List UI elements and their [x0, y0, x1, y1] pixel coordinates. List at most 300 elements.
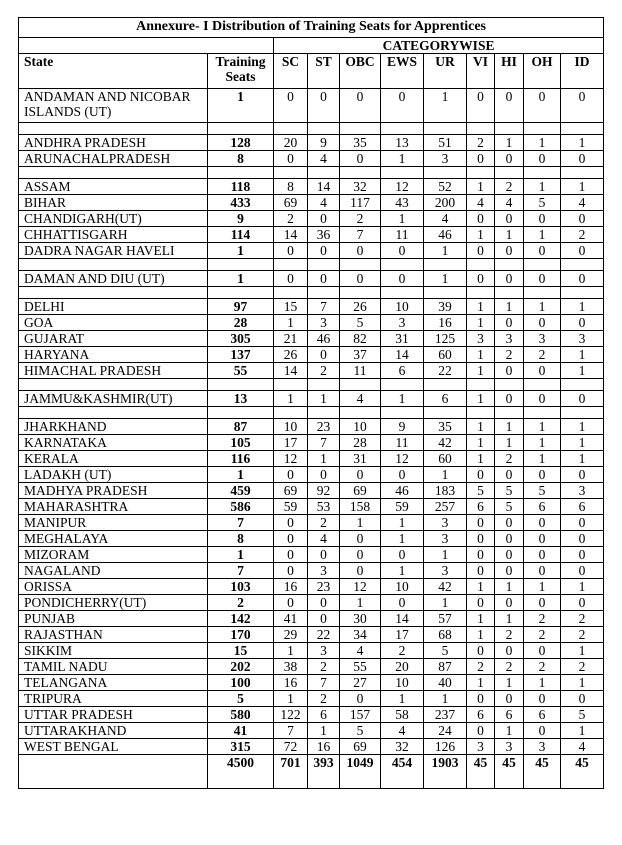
- category-cell: 43: [381, 195, 424, 211]
- category-cell: 87: [424, 659, 467, 675]
- training-seats-cell: 586: [208, 499, 274, 515]
- category-cell: 6: [467, 499, 495, 515]
- spacer-cell: [274, 259, 308, 271]
- spacer-cell: [308, 407, 340, 419]
- category-cell: 1: [524, 579, 561, 595]
- category-cell: 117: [340, 195, 381, 211]
- col-header-obc: OBC: [340, 54, 381, 89]
- category-cell: 0: [495, 271, 524, 287]
- table-row: [19, 89, 604, 123]
- state-name: MEGHALAYA: [19, 531, 208, 547]
- category-cell: 0: [524, 151, 561, 167]
- category-cell: 0: [495, 467, 524, 483]
- category-cell: 42: [424, 579, 467, 595]
- category-cell: 0: [467, 271, 495, 287]
- spacer-cell: [340, 123, 381, 135]
- category-cell: 39: [424, 299, 467, 315]
- category-cell: 1: [561, 723, 604, 739]
- group-spacer-row: [19, 123, 604, 135]
- category-cell: 92: [308, 483, 340, 499]
- category-cell: 126: [424, 739, 467, 755]
- spacer-cell: [340, 407, 381, 419]
- state-name: MANIPUR: [19, 515, 208, 531]
- training-seats-cell: 1: [208, 243, 274, 259]
- table-row: [19, 675, 604, 691]
- category-cell: 14: [274, 227, 308, 243]
- table-row: [19, 467, 604, 483]
- state-name: MIZORAM: [19, 547, 208, 563]
- category-cell: 53: [308, 499, 340, 515]
- category-cell: 1: [340, 595, 381, 611]
- category-cell: 26: [340, 299, 381, 315]
- category-cell: 6: [308, 707, 340, 723]
- training-seats-cell: 28: [208, 315, 274, 331]
- category-cell: 2: [495, 627, 524, 643]
- total-cell: 1049: [340, 755, 381, 789]
- col-header-ur: UR: [424, 54, 467, 89]
- category-cell: 2: [308, 691, 340, 707]
- category-cell: 3: [308, 563, 340, 579]
- category-cell: 16: [274, 579, 308, 595]
- category-cell: 16: [274, 675, 308, 691]
- table-row: [19, 419, 604, 435]
- spacer-cell: [524, 167, 561, 179]
- category-cell: 1: [524, 451, 561, 467]
- category-cell: 0: [524, 271, 561, 287]
- table-row: [19, 315, 604, 331]
- category-cell: 1: [340, 515, 381, 531]
- category-cell: 0: [561, 89, 604, 123]
- category-cell: 12: [381, 451, 424, 467]
- spacer-cell: [467, 379, 495, 391]
- spacer-cell: [340, 259, 381, 271]
- spacer-cell: [424, 407, 467, 419]
- category-cell: 0: [495, 547, 524, 563]
- spacer-cell: [308, 167, 340, 179]
- col-header-ews: EWS: [381, 54, 424, 89]
- spacer-cell: [524, 287, 561, 299]
- category-cell: 57: [424, 611, 467, 627]
- category-cell: 3: [424, 563, 467, 579]
- category-cell: 0: [308, 547, 340, 563]
- category-cell: 4: [467, 195, 495, 211]
- category-cell: 2: [561, 227, 604, 243]
- category-cell: 21: [274, 331, 308, 347]
- category-cell: 0: [495, 531, 524, 547]
- group-spacer-row: [19, 379, 604, 391]
- category-cell: 31: [340, 451, 381, 467]
- category-cell: 0: [308, 211, 340, 227]
- category-cell: 3: [381, 315, 424, 331]
- training-seats-cell: 100: [208, 675, 274, 691]
- category-cell: 1: [561, 579, 604, 595]
- category-cell: 1: [274, 691, 308, 707]
- spacer-cell: [274, 123, 308, 135]
- category-cell: 1: [524, 227, 561, 243]
- spacer-cell: [381, 379, 424, 391]
- category-cell: 0: [495, 643, 524, 659]
- table-row: [19, 563, 604, 579]
- state-name: HIMACHAL PRADESH: [19, 363, 208, 379]
- total-cell: 45: [495, 755, 524, 789]
- category-cell: 0: [561, 243, 604, 259]
- category-cell: 0: [274, 467, 308, 483]
- category-cell: 0: [381, 595, 424, 611]
- spacer-cell: [424, 167, 467, 179]
- category-cell: 23: [308, 579, 340, 595]
- category-cell: 0: [524, 363, 561, 379]
- category-cell: 0: [524, 531, 561, 547]
- state-name: CHHATTISGARH: [19, 227, 208, 243]
- table-row: [19, 435, 604, 451]
- category-cell: 3: [524, 331, 561, 347]
- category-cell: 22: [308, 627, 340, 643]
- category-cell: 0: [340, 467, 381, 483]
- total-cell: 45: [524, 755, 561, 789]
- category-cell: 0: [495, 391, 524, 407]
- category-cell: 183: [424, 483, 467, 499]
- category-cell: 0: [524, 563, 561, 579]
- category-cell: 0: [381, 243, 424, 259]
- category-cell: 37: [340, 347, 381, 363]
- category-cell: 1: [308, 391, 340, 407]
- category-cell: 69: [340, 483, 381, 499]
- category-spacer: [19, 38, 274, 54]
- category-cell: 1: [274, 315, 308, 331]
- table-row: [19, 347, 604, 363]
- category-cell: 15: [274, 299, 308, 315]
- category-cell: 0: [274, 547, 308, 563]
- category-cell: 1: [561, 347, 604, 363]
- category-cell: 60: [424, 347, 467, 363]
- category-cell: 0: [274, 271, 308, 287]
- category-cell: 7: [274, 723, 308, 739]
- state-name: JAMMU&KASHMIR(UT): [19, 391, 208, 407]
- col-header-hi: HI: [495, 54, 524, 89]
- category-cell: 0: [467, 531, 495, 547]
- state-name: DADRA NAGAR HAVELI: [19, 243, 208, 259]
- category-cell: 1: [524, 179, 561, 195]
- category-cell: 58: [381, 707, 424, 723]
- category-cell: 10: [381, 675, 424, 691]
- category-cell: 0: [467, 691, 495, 707]
- category-cell: 31: [381, 331, 424, 347]
- spacer-cell: [424, 287, 467, 299]
- category-cell: 1: [424, 547, 467, 563]
- spacer-cell: [561, 123, 604, 135]
- category-cell: 1: [561, 179, 604, 195]
- category-cell: 2: [340, 211, 381, 227]
- col-header-vi: VI: [467, 54, 495, 89]
- category-cell: 3: [424, 531, 467, 547]
- category-cell: 59: [274, 499, 308, 515]
- category-cell: 158: [340, 499, 381, 515]
- category-cell: 0: [524, 691, 561, 707]
- table-row: [19, 579, 604, 595]
- training-seats-cell: 128: [208, 135, 274, 151]
- group-spacer-row: [19, 167, 604, 179]
- spacer-cell: [424, 259, 467, 271]
- category-cell: 1: [467, 347, 495, 363]
- category-cell: 1: [381, 563, 424, 579]
- category-cell: 0: [274, 563, 308, 579]
- category-cell: 0: [524, 547, 561, 563]
- spacer-cell: [208, 407, 274, 419]
- table-row: [19, 499, 604, 515]
- state-name: BIHAR: [19, 195, 208, 211]
- spacer-cell: [308, 123, 340, 135]
- category-cell: 38: [274, 659, 308, 675]
- category-cell: 0: [467, 89, 495, 123]
- group-spacer-row: [19, 407, 604, 419]
- training-seats-cell: 5: [208, 691, 274, 707]
- category-cell: 55: [340, 659, 381, 675]
- training-seats-cell: 580: [208, 707, 274, 723]
- category-cell: 41: [274, 611, 308, 627]
- category-cell: 51: [424, 135, 467, 151]
- category-cell: 0: [561, 211, 604, 227]
- category-cell: 1: [274, 391, 308, 407]
- training-seats-cell: 7: [208, 515, 274, 531]
- training-seats-cell: 55: [208, 363, 274, 379]
- category-cell: 30: [340, 611, 381, 627]
- category-cell: 17: [274, 435, 308, 451]
- state-name: KARNATAKA: [19, 435, 208, 451]
- table-row: [19, 515, 604, 531]
- total-cell: 45: [467, 755, 495, 789]
- category-cell: 0: [561, 691, 604, 707]
- category-cell: 1: [381, 151, 424, 167]
- table-row: [19, 547, 604, 563]
- category-cell: 0: [308, 467, 340, 483]
- category-cell: 1: [495, 435, 524, 451]
- category-cell: 0: [524, 391, 561, 407]
- category-cell: 27: [340, 675, 381, 691]
- category-cell: 60: [424, 451, 467, 467]
- category-cell: 0: [467, 643, 495, 659]
- category-cell: 0: [495, 515, 524, 531]
- category-cell: 157: [340, 707, 381, 723]
- category-cell: 1: [467, 179, 495, 195]
- category-cell: 5: [495, 499, 524, 515]
- training-seats-cell: 459: [208, 483, 274, 499]
- category-cell: 5: [424, 643, 467, 659]
- table-title: Annexure- I Distribution of Training Seats for Apprentices: [19, 18, 604, 38]
- category-cell: 0: [381, 89, 424, 123]
- category-cell: 1: [424, 595, 467, 611]
- category-cell: 5: [495, 483, 524, 499]
- category-cell: 36: [308, 227, 340, 243]
- category-cell: 0: [381, 547, 424, 563]
- category-cell: 3: [495, 739, 524, 755]
- category-cell: 0: [274, 151, 308, 167]
- category-cell: 1: [467, 419, 495, 435]
- category-cell: 0: [274, 243, 308, 259]
- table-row: [19, 483, 604, 499]
- category-cell: 200: [424, 195, 467, 211]
- category-cell: 14: [381, 611, 424, 627]
- state-name: TAMIL NADU: [19, 659, 208, 675]
- spacer-cell: [467, 407, 495, 419]
- category-cell: 1: [467, 363, 495, 379]
- category-cell: 16: [308, 739, 340, 755]
- group-spacer-row: [19, 259, 604, 271]
- spacer-cell: [340, 167, 381, 179]
- category-cell: 1: [495, 135, 524, 151]
- category-cell: 6: [467, 707, 495, 723]
- category-cell: 2: [495, 179, 524, 195]
- training-seats-header: Training Seats: [208, 54, 274, 89]
- spacer-cell: [524, 407, 561, 419]
- training-seats-cell: 97: [208, 299, 274, 315]
- training-seats-cell: 8: [208, 531, 274, 547]
- category-cell: 0: [308, 611, 340, 627]
- table-row: [19, 227, 604, 243]
- category-cell: 0: [524, 515, 561, 531]
- category-cell: 2: [524, 347, 561, 363]
- training-seats-cell: 41: [208, 723, 274, 739]
- table-row: [19, 659, 604, 675]
- category-cell: 0: [495, 691, 524, 707]
- category-cell: 1: [381, 691, 424, 707]
- training-seats-cell: 103: [208, 579, 274, 595]
- category-cell: 3: [424, 151, 467, 167]
- spacer-cell: [308, 379, 340, 391]
- spacer-cell: [308, 287, 340, 299]
- category-cell: 20: [381, 659, 424, 675]
- table-row: [19, 611, 604, 627]
- training-seats-cell: 1: [208, 467, 274, 483]
- category-cell: 10: [274, 419, 308, 435]
- category-cell: 1: [467, 315, 495, 331]
- spacer-cell: [561, 407, 604, 419]
- spacer-cell: [19, 287, 208, 299]
- category-cell: 5: [467, 483, 495, 499]
- spacer-cell: [424, 379, 467, 391]
- category-cell: 0: [495, 151, 524, 167]
- category-cell: 9: [381, 419, 424, 435]
- category-cell: 2: [561, 611, 604, 627]
- category-cell: 1: [561, 643, 604, 659]
- spacer-cell: [561, 259, 604, 271]
- col-header-id: ID: [561, 54, 604, 89]
- table-row: [19, 299, 604, 315]
- state-name: UTTAR PRADESH: [19, 707, 208, 723]
- category-cell: 0: [561, 547, 604, 563]
- category-cell: 1: [561, 675, 604, 691]
- spacer-cell: [467, 259, 495, 271]
- state-name: UTTARAKHAND: [19, 723, 208, 739]
- category-cell: 29: [274, 627, 308, 643]
- category-cell: 6: [561, 499, 604, 515]
- category-cell: 1: [381, 391, 424, 407]
- category-cell: 8: [274, 179, 308, 195]
- category-cell: 2: [308, 515, 340, 531]
- category-cell: 0: [524, 595, 561, 611]
- category-cell: 2: [524, 611, 561, 627]
- category-cell: 0: [495, 243, 524, 259]
- category-cell: 4: [424, 211, 467, 227]
- category-cell: 0: [340, 243, 381, 259]
- spacer-cell: [274, 379, 308, 391]
- category-cell: 125: [424, 331, 467, 347]
- spacer-cell: [561, 379, 604, 391]
- total-cell: 45: [561, 755, 604, 789]
- category-cell: 3: [495, 331, 524, 347]
- category-cell: 1: [495, 723, 524, 739]
- category-cell: 0: [340, 691, 381, 707]
- category-cell: 0: [340, 547, 381, 563]
- category-cell: 35: [424, 419, 467, 435]
- category-cell: 11: [381, 435, 424, 451]
- category-cell: 5: [524, 195, 561, 211]
- state-name: HARYANA: [19, 347, 208, 363]
- spacer-cell: [19, 123, 208, 135]
- category-cell: 2: [467, 659, 495, 675]
- state-name: MADHYA PRADESH: [19, 483, 208, 499]
- category-cell: 2: [495, 451, 524, 467]
- category-cell: 0: [524, 643, 561, 659]
- spacer-cell: [495, 379, 524, 391]
- category-cell: 1: [467, 579, 495, 595]
- table-row: [19, 271, 604, 287]
- training-seats-cell: 116: [208, 451, 274, 467]
- category-cell: 10: [340, 419, 381, 435]
- category-cell: 3: [467, 331, 495, 347]
- category-cell: 0: [561, 563, 604, 579]
- category-cell: 5: [561, 707, 604, 723]
- category-cell: 0: [467, 563, 495, 579]
- category-cell: 1: [495, 419, 524, 435]
- category-cell: 0: [561, 271, 604, 287]
- category-cell: 1: [495, 299, 524, 315]
- totals-label-cell: [19, 755, 208, 789]
- table-row: [19, 391, 604, 407]
- category-cell: 0: [274, 595, 308, 611]
- category-cell: 6: [524, 499, 561, 515]
- category-cell: 0: [467, 515, 495, 531]
- category-cell: 7: [340, 227, 381, 243]
- state-header: State: [19, 54, 208, 89]
- training-seats-cell: 2: [208, 595, 274, 611]
- training-seats-cell: 315: [208, 739, 274, 755]
- category-cell: 3: [308, 643, 340, 659]
- total-cell: 4500: [208, 755, 274, 789]
- spacer-cell: [208, 287, 274, 299]
- category-cell: 0: [340, 563, 381, 579]
- spacer-cell: [524, 259, 561, 271]
- category-cell: 4: [308, 531, 340, 547]
- spacer-cell: [495, 123, 524, 135]
- category-cell: 46: [381, 483, 424, 499]
- state-name: MAHARASHTRA: [19, 499, 208, 515]
- category-cell: 1: [561, 299, 604, 315]
- spacer-cell: [381, 407, 424, 419]
- category-cell: 1: [424, 467, 467, 483]
- category-cell: 1: [381, 531, 424, 547]
- category-cell: 12: [274, 451, 308, 467]
- training-seats-cell: 1: [208, 271, 274, 287]
- spacer-cell: [208, 123, 274, 135]
- state-name: SIKKIM: [19, 643, 208, 659]
- spacer-cell: [274, 407, 308, 419]
- category-cell: 1: [467, 611, 495, 627]
- category-cell: 0: [561, 315, 604, 331]
- training-seats-cell: 202: [208, 659, 274, 675]
- spacer-cell: [208, 167, 274, 179]
- category-cell: 1: [561, 435, 604, 451]
- category-cell: 0: [340, 271, 381, 287]
